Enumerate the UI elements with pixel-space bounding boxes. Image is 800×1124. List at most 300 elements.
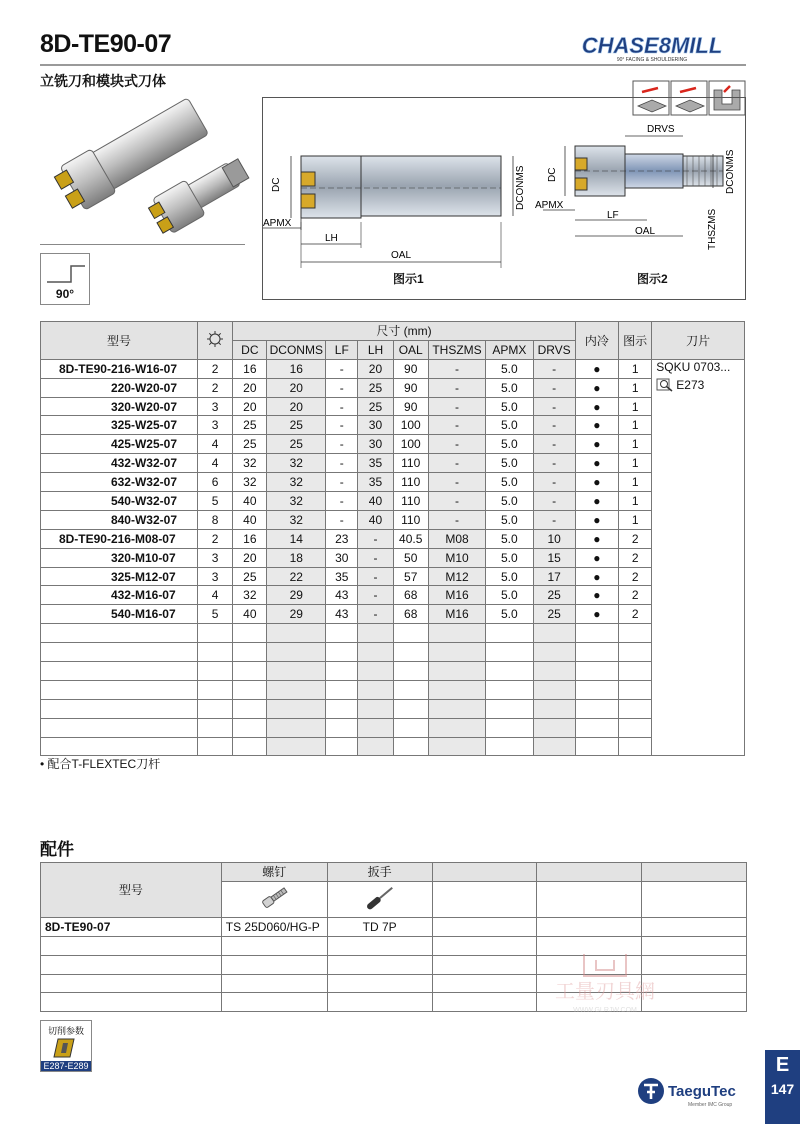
- cell-fig: 1: [619, 416, 652, 435]
- cell-thszms: M10: [428, 548, 485, 567]
- cell-fig: [619, 737, 652, 756]
- cell-dconms: 16: [267, 359, 326, 378]
- cell-apmx: [486, 624, 533, 643]
- spec-row: [41, 416, 745, 435]
- spec-row: [41, 359, 745, 378]
- model-suffix: [111, 737, 198, 756]
- col-dconms: DCONMS: [267, 340, 326, 359]
- dim-oal-fig1: OAL: [391, 250, 412, 261]
- cell-fig: 2: [619, 567, 652, 586]
- spec-row: [41, 378, 745, 397]
- compatibility-note: • 配合T-FLEXTEC刀杆: [40, 757, 161, 771]
- cell-oal: 110: [393, 473, 428, 492]
- cell-lf: 43: [326, 586, 358, 605]
- cell-coolant: [575, 662, 618, 681]
- cell-coolant: [575, 718, 618, 737]
- cell-z: 4: [198, 435, 233, 454]
- cell-drvs: [533, 643, 575, 662]
- cell-z: 4: [198, 454, 233, 473]
- model-suffix: [111, 643, 198, 662]
- cell-dconms: [267, 737, 326, 756]
- cell-dconms: 14: [267, 529, 326, 548]
- company-sub: Member IMC Group: [688, 1102, 733, 1108]
- cell-z: [198, 718, 233, 737]
- cell-thszms: M12: [428, 567, 485, 586]
- product-illustration: [40, 88, 250, 240]
- wrench-cell: [327, 881, 432, 917]
- spec-row: [41, 548, 745, 567]
- col-size-group: 尺寸 (mm): [233, 322, 576, 341]
- cell-fig: [619, 680, 652, 699]
- model-suffix: 325-W25-07: [111, 416, 198, 435]
- cell-apmx: 5.0: [486, 359, 533, 378]
- cell-coolant: [575, 624, 618, 643]
- cell-lh: 20: [358, 359, 393, 378]
- cell-z: 3: [198, 548, 233, 567]
- cell-lf: -: [326, 359, 358, 378]
- cell-z: 5: [198, 605, 233, 624]
- cell-dconms: 22: [267, 567, 326, 586]
- cell-z: [198, 662, 233, 681]
- cell-dc: 16: [233, 359, 267, 378]
- cell-z: [198, 680, 233, 699]
- model-suffix: 325-M12-07: [111, 567, 198, 586]
- cell-drvs: -: [533, 416, 575, 435]
- model-suffix: [111, 624, 198, 643]
- cell-dconms: [267, 624, 326, 643]
- magnifier-icon: [656, 378, 674, 392]
- model-prefix: [41, 454, 111, 473]
- spec-row: [41, 454, 745, 473]
- screw-icon: [256, 883, 292, 913]
- cell-lh: [358, 718, 393, 737]
- cell-coolant: ●: [575, 359, 618, 378]
- cell-oal: [393, 737, 428, 756]
- model-prefix: 8D-TE90-: [41, 529, 111, 548]
- cell-z: [198, 737, 233, 756]
- model-suffix: [111, 718, 198, 737]
- cell-drvs: -: [533, 397, 575, 416]
- model-suffix: 840-W32-07: [111, 510, 198, 529]
- model-prefix: [41, 492, 111, 511]
- spec-row: [41, 435, 745, 454]
- cell-dconms: 32: [267, 454, 326, 473]
- cell-fig: [619, 624, 652, 643]
- model-suffix: 632-W32-07: [111, 473, 198, 492]
- model-suffix: 216-W16-07: [111, 359, 198, 378]
- watermark-url: WWW.GLRJW.COM: [573, 1007, 637, 1014]
- cell-apmx: 5.0: [486, 605, 533, 624]
- cell-dconms: 32: [267, 473, 326, 492]
- cell-lf: -: [326, 435, 358, 454]
- cell-thszms: -: [428, 492, 485, 511]
- taegutec-logo: [636, 1074, 750, 1110]
- cell-lh: -: [358, 548, 393, 567]
- cell-fig: [619, 699, 652, 718]
- cell-lh: [358, 699, 393, 718]
- model-prefix: [41, 435, 111, 454]
- cell-thszms: [428, 718, 485, 737]
- dim-dc-fig1: DC: [271, 177, 282, 192]
- acc-col-screw: 螺钉: [221, 863, 327, 882]
- spec-row: [41, 605, 745, 624]
- model-prefix: [41, 416, 111, 435]
- cell-oal: 68: [393, 605, 428, 624]
- cell-fig: 2: [619, 529, 652, 548]
- company-name: TaeguTec: [668, 1083, 736, 1100]
- cell-apmx: [486, 662, 533, 681]
- cell-z: 5: [198, 492, 233, 511]
- cell-oal: [393, 662, 428, 681]
- cell-apmx: [486, 680, 533, 699]
- cell-coolant: [575, 699, 618, 718]
- angle-label: 90°: [55, 287, 75, 301]
- cell-drvs: -: [533, 492, 575, 511]
- cell-thszms: -: [428, 510, 485, 529]
- cell-dc: [233, 718, 267, 737]
- spec-row-empty: [41, 662, 745, 681]
- cell-coolant: ●: [575, 378, 618, 397]
- chase8mill-logo: [556, 33, 748, 63]
- cell-drvs: 25: [533, 605, 575, 624]
- cell-thszms: [428, 737, 485, 756]
- cell-lh: 40: [358, 492, 393, 511]
- cell-fig: 2: [619, 586, 652, 605]
- cell-fig: 1: [619, 359, 652, 378]
- cell-drvs: -: [533, 378, 575, 397]
- cell-coolant: ●: [575, 397, 618, 416]
- cell-lh: [358, 624, 393, 643]
- cell-dconms: 20: [267, 397, 326, 416]
- cell-oal: 57: [393, 567, 428, 586]
- cell-thszms: -: [428, 378, 485, 397]
- col-dc: DC: [233, 340, 267, 359]
- cell-drvs: -: [533, 435, 575, 454]
- cell-apmx: 5.0: [486, 378, 533, 397]
- cell-thszms: [428, 680, 485, 699]
- cell-lh: 40: [358, 510, 393, 529]
- cell-thszms: M16: [428, 605, 485, 624]
- cell-dconms: 20: [267, 378, 326, 397]
- col-insert: 刀片: [652, 322, 745, 360]
- cell-z: 6: [198, 473, 233, 492]
- model-suffix: 432-W32-07: [111, 454, 198, 473]
- cell-z: 2: [198, 359, 233, 378]
- dim-thszms-fig2: THSZMS: [707, 208, 718, 250]
- cell-oal: 40.5: [393, 529, 428, 548]
- cell-z: 2: [198, 529, 233, 548]
- cell-drvs: [533, 718, 575, 737]
- cell-dc: [233, 699, 267, 718]
- cell-apmx: 5.0: [486, 416, 533, 435]
- cell-apmx: 5.0: [486, 397, 533, 416]
- cell-apmx: [486, 643, 533, 662]
- cell-thszms: [428, 624, 485, 643]
- cell-coolant: ●: [575, 435, 618, 454]
- cell-oal: 90: [393, 397, 428, 416]
- cell-dc: 25: [233, 435, 267, 454]
- cell-oal: 110: [393, 510, 428, 529]
- col-model: 型号: [41, 322, 198, 360]
- dim-lh-fig1: LH: [325, 233, 338, 244]
- cell-dconms: [267, 643, 326, 662]
- insert-code: SQKU 0703...: [656, 359, 731, 374]
- cell-dc: 25: [233, 567, 267, 586]
- cell-dconms: 25: [267, 435, 326, 454]
- model-suffix: 540-M16-07: [111, 605, 198, 624]
- cell-drvs: [533, 662, 575, 681]
- acc-empty-cell: [432, 881, 537, 917]
- cell-lf: -: [326, 454, 358, 473]
- cell-thszms: -: [428, 435, 485, 454]
- cell-oal: 68: [393, 586, 428, 605]
- insert-page-link[interactable]: [656, 378, 742, 392]
- cell-fig: 1: [619, 473, 652, 492]
- acc-col-model: 型号: [41, 863, 222, 918]
- model-suffix: [111, 662, 198, 681]
- cell-lf: [326, 718, 358, 737]
- model-suffix: 540-W32-07: [111, 492, 198, 511]
- angle-icon: [41, 254, 89, 286]
- technical-drawing: [262, 97, 746, 300]
- cell-drvs: [533, 699, 575, 718]
- cell-drvs: -: [533, 454, 575, 473]
- acc-screw: TS 25D060/HG-P: [221, 917, 327, 936]
- cell-oal: [393, 699, 428, 718]
- spec-row-empty: [41, 718, 745, 737]
- accessories-title: 配件: [40, 840, 74, 859]
- cell-dconms: [267, 680, 326, 699]
- cell-lh: [358, 643, 393, 662]
- model-prefix: [41, 510, 111, 529]
- cell-oal: 110: [393, 454, 428, 473]
- spec-row-empty: [41, 680, 745, 699]
- spec-row-empty: [41, 737, 745, 756]
- cell-z: 3: [198, 567, 233, 586]
- model-prefix: [41, 473, 111, 492]
- cell-drvs: [533, 624, 575, 643]
- cell-oal: [393, 643, 428, 662]
- model-prefix: [41, 378, 111, 397]
- cell-apmx: 5.0: [486, 435, 533, 454]
- cell-lf: [326, 680, 358, 699]
- cell-fig: [619, 643, 652, 662]
- cell-dc: 40: [233, 605, 267, 624]
- cell-coolant: ●: [575, 454, 618, 473]
- cell-dc: 32: [233, 454, 267, 473]
- cell-thszms: -: [428, 473, 485, 492]
- cell-drvs: 25: [533, 586, 575, 605]
- cell-apmx: [486, 699, 533, 718]
- cell-lf: 35: [326, 567, 358, 586]
- cell-lh: 30: [358, 416, 393, 435]
- cell-lf: -: [326, 416, 358, 435]
- cell-apmx: [486, 737, 533, 756]
- spec-row: [41, 397, 745, 416]
- cell-coolant: ●: [575, 586, 618, 605]
- cell-fig: 1: [619, 454, 652, 473]
- cell-thszms: -: [428, 397, 485, 416]
- screw-cell: [221, 881, 327, 917]
- cell-drvs: 15: [533, 548, 575, 567]
- model-prefix: [41, 548, 111, 567]
- cell-dconms: 29: [267, 586, 326, 605]
- cell-apmx: 5.0: [486, 473, 533, 492]
- cell-drvs: [533, 737, 575, 756]
- dim-dconms-fig2: DCONMS: [725, 149, 736, 194]
- cell-dconms: [267, 662, 326, 681]
- cell-lh: [358, 737, 393, 756]
- cell-z: 4: [198, 586, 233, 605]
- cell-dconms: [267, 718, 326, 737]
- acc-empty-cell: [642, 881, 747, 917]
- cell-fig: 2: [619, 548, 652, 567]
- model-suffix: [111, 699, 198, 718]
- cell-lh: [358, 662, 393, 681]
- acc-model: 8D-TE90-07: [41, 917, 222, 936]
- model-suffix: 220-W20-07: [111, 378, 198, 397]
- cell-coolant: [575, 680, 618, 699]
- dim-apmx-fig1: APMX: [263, 218, 292, 229]
- cell-drvs: [533, 680, 575, 699]
- cell-lh: [358, 680, 393, 699]
- cell-fig: 1: [619, 492, 652, 511]
- cell-dc: 20: [233, 378, 267, 397]
- model-prefix: [41, 397, 111, 416]
- cell-dc: [233, 737, 267, 756]
- model-prefix: [41, 624, 111, 643]
- cell-oal: 90: [393, 378, 428, 397]
- cell-thszms: -: [428, 416, 485, 435]
- page-number: 147: [770, 1081, 795, 1097]
- model-prefix: [41, 680, 111, 699]
- cell-lf: [326, 737, 358, 756]
- cell-coolant: ●: [575, 567, 618, 586]
- cell-lf: -: [326, 492, 358, 511]
- cell-dconms: 32: [267, 510, 326, 529]
- acc-col-wrench: 扳手: [327, 863, 432, 882]
- model-prefix: [41, 605, 111, 624]
- spec-row-empty: [41, 643, 745, 662]
- cutting-param-link[interactable]: [40, 1020, 92, 1072]
- cell-lh: 35: [358, 473, 393, 492]
- cell-z: [198, 699, 233, 718]
- cell-dc: 32: [233, 473, 267, 492]
- cell-coolant: ●: [575, 510, 618, 529]
- spec-row: [41, 529, 745, 548]
- cell-dc: 16: [233, 529, 267, 548]
- teeth-count-icon: [206, 330, 224, 348]
- col-coolant: 内冷: [575, 322, 618, 360]
- cell-lf: [326, 643, 358, 662]
- brand-name: CHASE8MILL: [581, 33, 723, 58]
- dim-lf-fig2: LF: [607, 210, 619, 221]
- model-suffix: [111, 680, 198, 699]
- spec-row: [41, 510, 745, 529]
- cell-z: 3: [198, 397, 233, 416]
- model-suffix: 320-W20-07: [111, 397, 198, 416]
- cell-dconms: 25: [267, 416, 326, 435]
- acc-row: [41, 917, 747, 936]
- spec-table-body: [41, 359, 745, 756]
- model-suffix: 432-M16-07: [111, 586, 198, 605]
- model-prefix: [41, 567, 111, 586]
- cell-lh: -: [358, 586, 393, 605]
- cell-dc: 20: [233, 548, 267, 567]
- model-suffix: 320-M10-07: [111, 548, 198, 567]
- section-letter: E: [775, 1054, 790, 1076]
- cell-oal: 90: [393, 359, 428, 378]
- dim-dconms-fig1: DCONMS: [515, 165, 526, 210]
- cell-z: 3: [198, 416, 233, 435]
- cell-lh: -: [358, 567, 393, 586]
- cell-lf: [326, 662, 358, 681]
- cell-dconms: 18: [267, 548, 326, 567]
- cell-fig: 1: [619, 510, 652, 529]
- cell-dc: 25: [233, 416, 267, 435]
- model-prefix: [41, 643, 111, 662]
- cell-coolant: ●: [575, 492, 618, 511]
- dimension-drawing: [263, 98, 745, 299]
- col-lf: LF: [326, 340, 358, 359]
- cell-oal: 110: [393, 492, 428, 511]
- dim-apmx-fig2: APMX: [535, 200, 564, 211]
- acc-wrench: TD 7P: [327, 917, 432, 936]
- col-oal: OAL: [393, 340, 428, 359]
- cell-oal: 100: [393, 416, 428, 435]
- cell-drvs: -: [533, 473, 575, 492]
- cell-fig: [619, 662, 652, 681]
- cell-lf: 43: [326, 605, 358, 624]
- left-divider: [40, 244, 245, 245]
- title-divider: [40, 64, 746, 66]
- cell-drvs: 17: [533, 567, 575, 586]
- dim-dc-fig2: DC: [547, 167, 558, 182]
- cell-dc: [233, 624, 267, 643]
- cell-apmx: 5.0: [486, 492, 533, 511]
- cell-z: [198, 643, 233, 662]
- model-prefix: [41, 718, 111, 737]
- cell-apmx: 5.0: [486, 567, 533, 586]
- dim-oal-fig2: OAL: [635, 226, 656, 237]
- cell-fig: 1: [619, 397, 652, 416]
- spec-row-empty: [41, 624, 745, 643]
- cell-dc: 40: [233, 510, 267, 529]
- cell-lf: 30: [326, 548, 358, 567]
- cell-coolant: [575, 737, 618, 756]
- cell-z: [198, 624, 233, 643]
- dim-drvs-fig2: DRVS: [647, 124, 675, 135]
- model-prefix: 8D-TE90-: [41, 359, 111, 378]
- spec-row-empty: [41, 699, 745, 718]
- cell-coolant: ●: [575, 473, 618, 492]
- cell-apmx: 5.0: [486, 529, 533, 548]
- cell-fig: 1: [619, 378, 652, 397]
- cell-fig: [619, 718, 652, 737]
- spec-table: [40, 321, 745, 756]
- cell-dconms: 29: [267, 605, 326, 624]
- model-prefix: [41, 586, 111, 605]
- spec-row: [41, 586, 745, 605]
- cell-dc: 20: [233, 397, 267, 416]
- cell-thszms: M16: [428, 586, 485, 605]
- col-drvs: DRVS: [533, 340, 575, 359]
- cell-apmx: 5.0: [486, 548, 533, 567]
- cell-dconms: [267, 699, 326, 718]
- section-tab: [765, 1050, 800, 1124]
- cell-drvs: -: [533, 510, 575, 529]
- cell-thszms: M08: [428, 529, 485, 548]
